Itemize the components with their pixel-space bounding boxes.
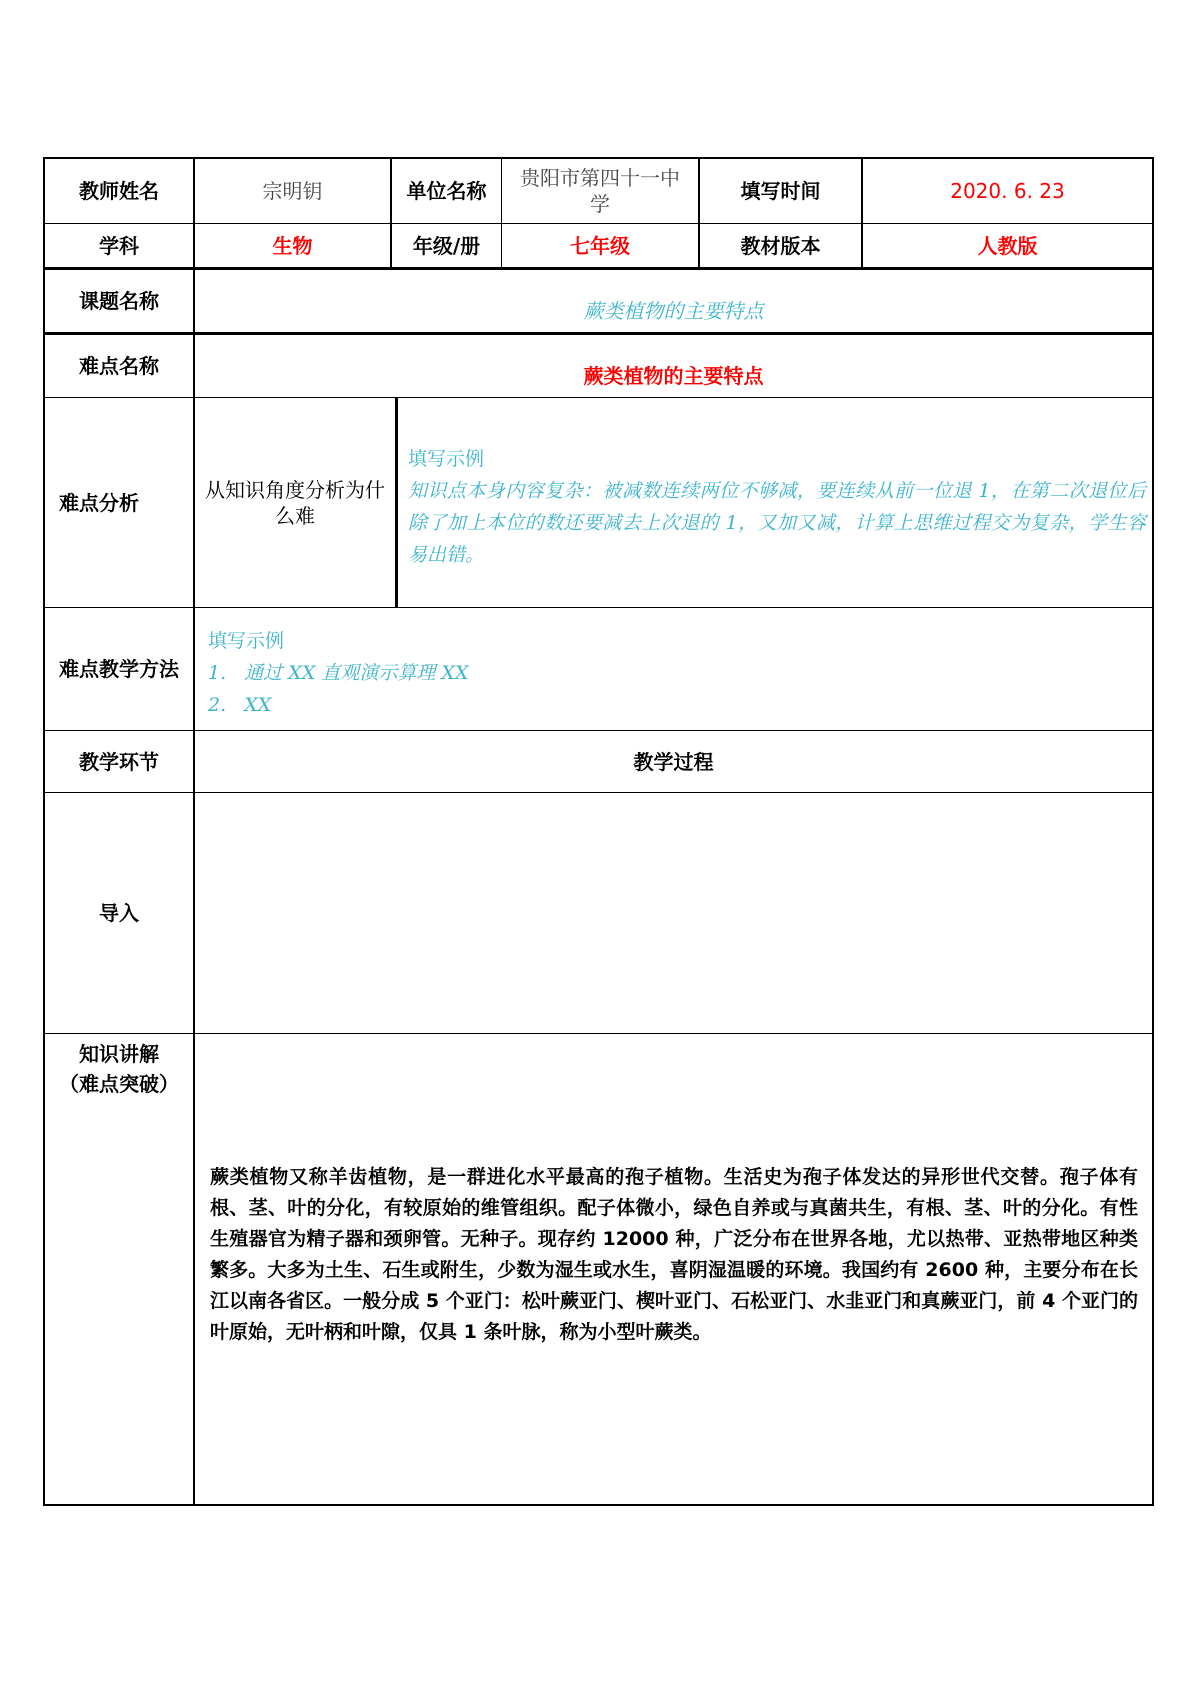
row-divider — [45, 267, 1152, 270]
method-example — [208, 625, 1138, 721]
topic-label: 课题名称 — [79, 289, 159, 313]
difficulty-label: 难点名称 — [79, 354, 159, 378]
edition-value: 人教版 — [977, 233, 1038, 258]
row-divider — [45, 1033, 1152, 1034]
method-item: 2. XX — [208, 694, 272, 716]
analysis-example — [408, 443, 1146, 571]
teacher-name-label: 教师姓名 — [79, 179, 159, 203]
method-item: 1. 通过 XX 直观演示算理 XX — [208, 662, 469, 684]
stage-label: 教学环节 — [79, 749, 159, 774]
column-divider — [395, 397, 398, 607]
method-example-title: 填写示例 — [208, 630, 285, 652]
unit-name-value: 贵阳市第四十一中学 — [520, 166, 680, 216]
analysis-label: 难点分析 — [59, 490, 139, 515]
knowledge-label-line2: （难点突破） — [59, 1072, 179, 1096]
grade-label: 年级/册 — [412, 233, 481, 258]
knowledge-label-line1: 知识讲解 — [79, 1042, 159, 1066]
grade-value: 七年级 — [570, 233, 630, 258]
analysis-sub-label: 从知识角度分析为什么难 — [205, 477, 385, 528]
knowledge-label — [45, 1039, 193, 1099]
process-label: 教学过程 — [633, 749, 714, 774]
method-label: 难点教学方法 — [59, 657, 179, 681]
teacher-name-value: 宗明钥 — [262, 179, 323, 203]
intro-label: 导入 — [99, 901, 139, 925]
analysis-example-title: 填写示例 — [408, 448, 485, 470]
analysis-example-text: 知识点本身内容复杂：被减数连续两位不够减，要连续从前一位退 1，在第二次退位后除了加上本位的数还要减去上次退的 1，又加又减，计算上思维过程交为复杂，学生容易出错。 — [408, 480, 1146, 566]
fill-time-value: 2020. 6. 23 — [950, 179, 1065, 203]
subject-value: 生物 — [272, 233, 313, 258]
topic-value: 蕨类植物的主要特点 — [583, 299, 764, 323]
row-divider — [45, 792, 1152, 793]
unit-name-label: 单位名称 — [406, 179, 487, 203]
row-divider — [45, 332, 1152, 335]
difficulty-value: 蕨类植物的主要特点 — [583, 364, 764, 388]
fill-time-label: 填写时间 — [740, 179, 821, 203]
row-divider — [45, 607, 1152, 608]
lesson-plan-table — [43, 157, 1154, 1506]
knowledge-text: 蕨类植物又称羊齿植物，是一群进化水平最高的孢子植物。生活史为孢子体发达的异形世代交替。孢子体有根、茎、叶的分化，有较原始的维管组织。配子体微小，绿色自养或与真菌共生，有根、茎、叶的分化。有性生殖器官为精子器和颈卵管。无种子。现存约 12000 种，广泛分布在世界各地，尤以热带、亚热带地区种类繁多。大多为土生、石生或附生，少数为湿生或水生，喜阴湿温暖的环境。我国约有 2600 种，主要分布在长江以南各省区。一般分成 5 个亚门：松叶蕨亚门、楔叶亚门、石松亚门、水韭亚门和真蕨亚门，前 4 个亚门的叶原始，无叶柄和叶隙，仅具 1 条叶脉，称为小型叶蕨类。 — [210, 1166, 1138, 1343]
subject-label: 学科 — [99, 233, 139, 258]
edition-label: 教材版本 — [740, 233, 821, 258]
